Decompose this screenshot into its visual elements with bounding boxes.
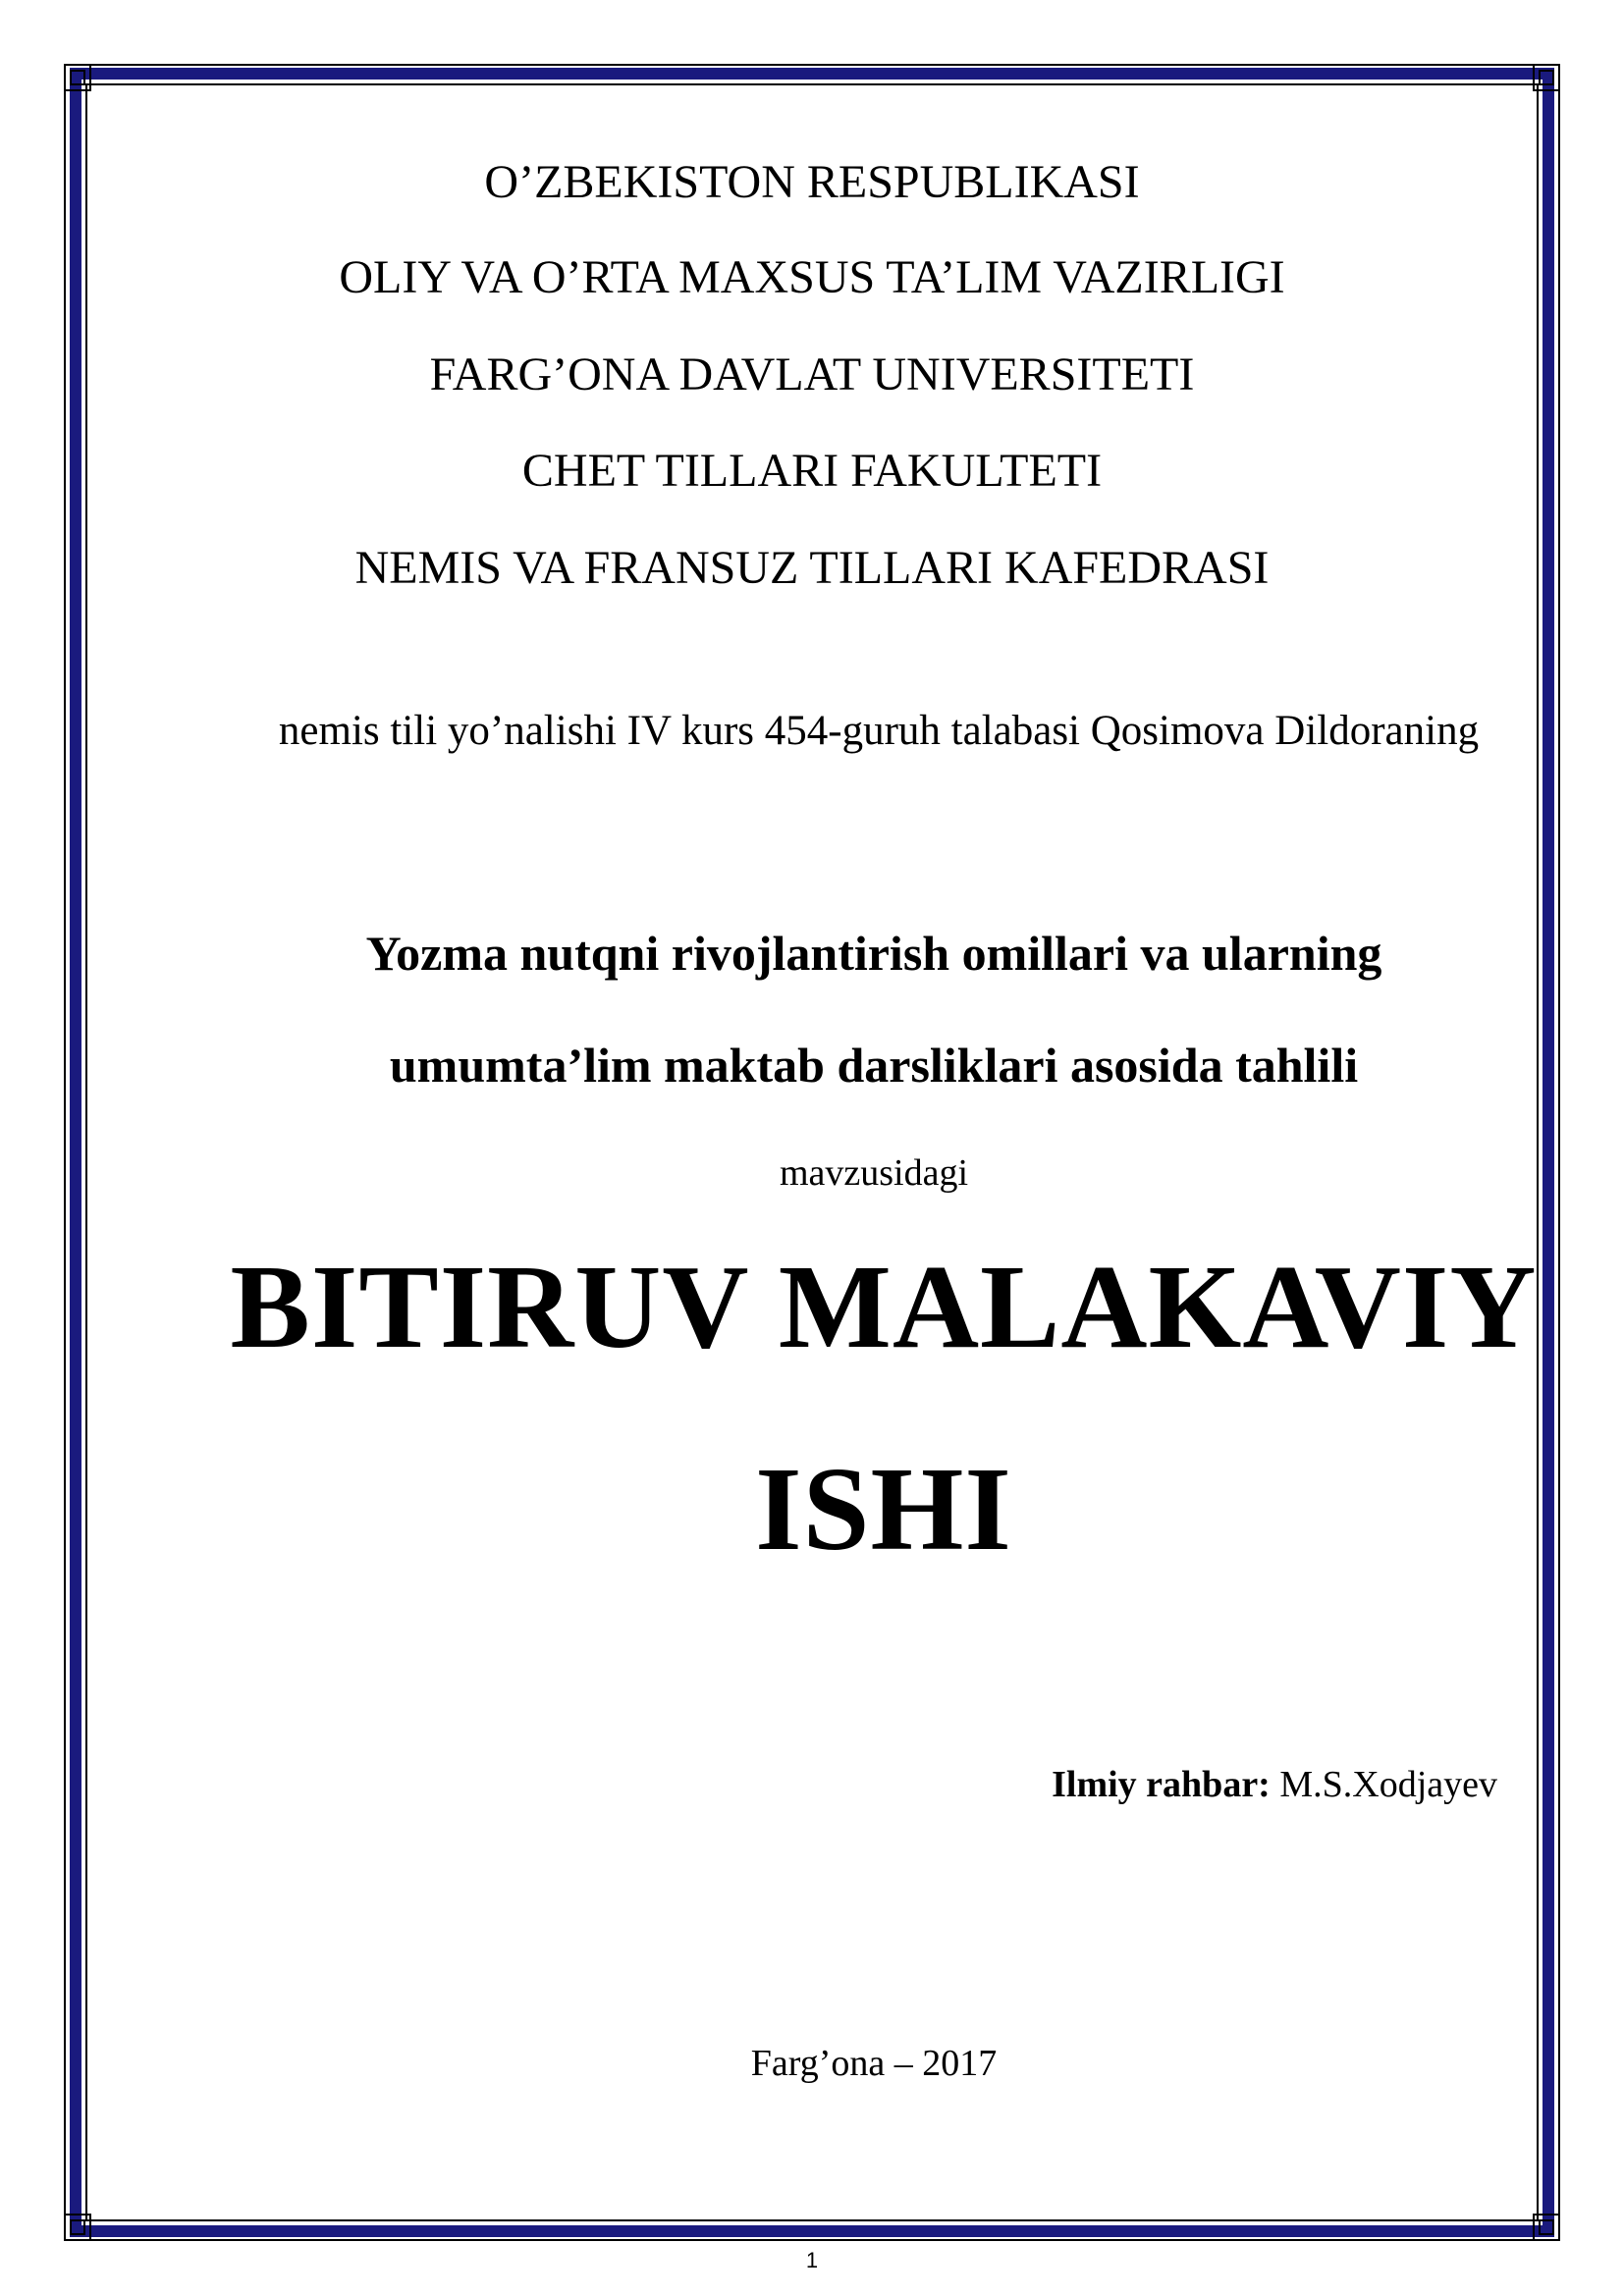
work-title-line-1: BITIRUV MALAKAVIY bbox=[230, 1241, 1538, 1373]
header-department: NEMIS VA FRANSUZ TILLARI KAFEDRASI bbox=[354, 542, 1270, 594]
topic-line-1: Yozma nutqni rivojlantirish omillari va ularning bbox=[365, 926, 1382, 981]
advisor-name: M.S.Xodjayev bbox=[1279, 1764, 1497, 1805]
header-university: FARG’ONA DAVLAT UNIVERSITETI bbox=[429, 348, 1195, 400]
advisor-line bbox=[1052, 1763, 1497, 1806]
header-faculty: CHET TILLARI FAKULTETI bbox=[521, 445, 1103, 497]
header-country: O’ZBEKISTON RESPUBLIKASI bbox=[484, 156, 1140, 208]
topic-line-2: umumta’lim maktab darsliklari asosida tahlili bbox=[389, 1038, 1359, 1093]
page-number: 1 bbox=[805, 2248, 819, 2272]
city-year: Farg’ona – 2017 bbox=[750, 2043, 998, 2084]
topic-suffix: mavzusidagi bbox=[779, 1152, 969, 1194]
header-ministry: OLIY VA O’RTA MAXSUS TA’LIM VAZIRLIGI bbox=[339, 251, 1285, 303]
work-title-line-2: ISHI bbox=[755, 1443, 1012, 1575]
student-line: nemis tili yo’nalishi IV kurs 454-guruh talabasi Qosimova Dildoraning bbox=[278, 708, 1480, 754]
advisor-label: Ilmiy rahbar: bbox=[1052, 1764, 1271, 1805]
